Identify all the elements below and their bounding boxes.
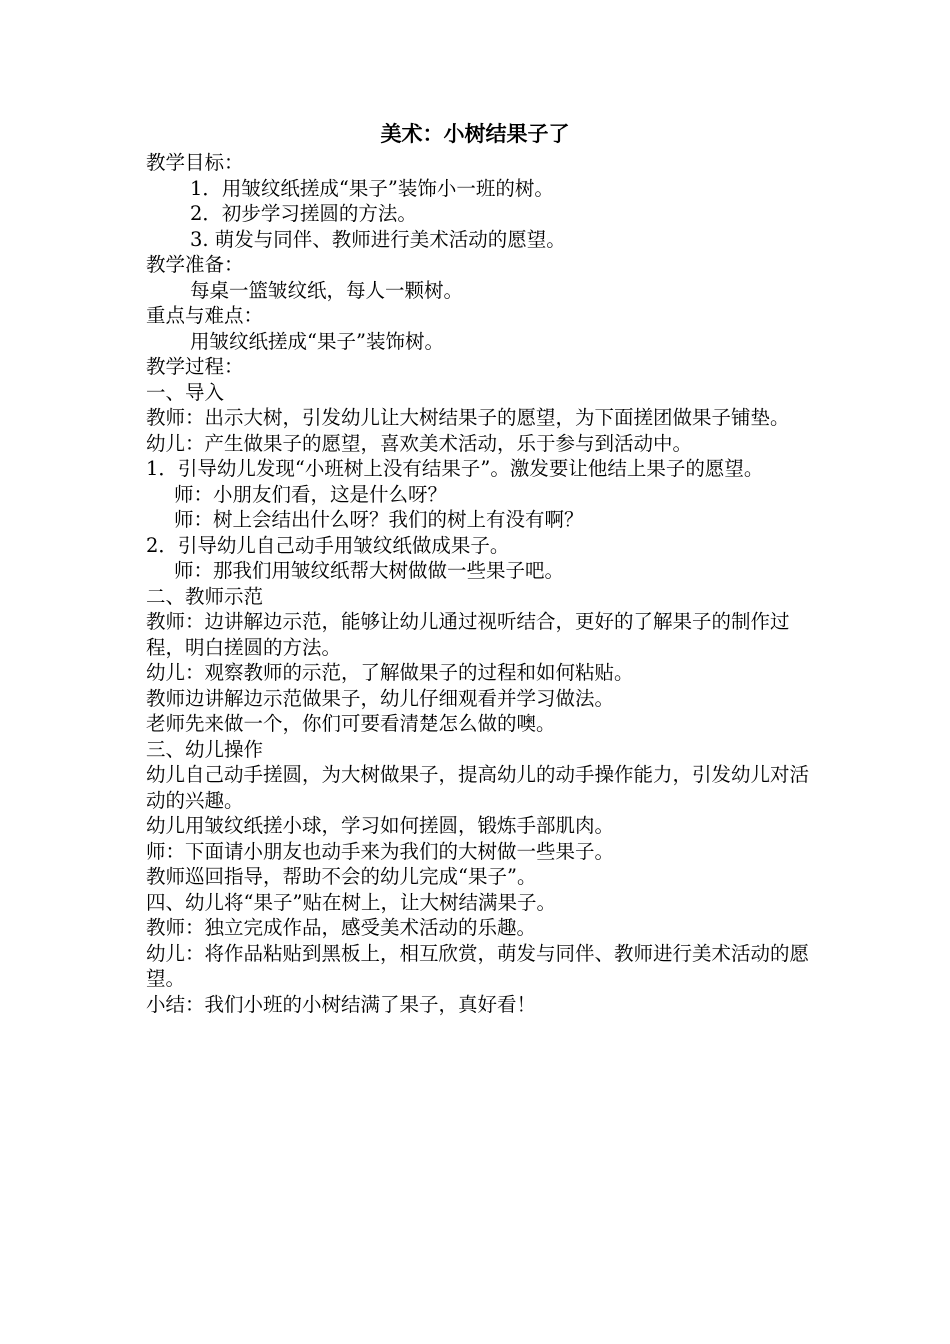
goal-item: 2．初步学习搓圆的方法。 [190,202,417,225]
paragraph: 师：下面请小朋友也动手来为我们的大树做一些果子。 [146,839,615,863]
paragraph: 教师：独立完成作品，感受美术活动的乐趣。 [146,916,537,939]
step-heading: 四、幼儿将“果子”贴在树上，让大树结满果子。 [146,890,556,914]
step-heading: 三、幼儿操作 [146,737,264,761]
paragraph: 幼儿：将作品粘贴到黑板上，相互欣赏，萌发与同伴、教师进行美术活动的愿望。 [146,941,810,990]
goal-item: 1．用皱纹纸搓成“果子”装饰小一班的树。 [190,176,554,200]
paragraph: 2．引导幼儿自己动手用皱纹纸做成果子。 [146,533,510,557]
paragraph: 幼儿：产生做果子的愿望，喜欢美术活动，乐于参与到活动中。 [146,431,693,455]
preparation-text: 每桌一篮皱纹纸，每人一颗树。 [190,278,464,302]
paragraph: 幼儿用皱纹纸搓小球，学习如何搓圆，锻炼手部肌肉。 [146,814,615,837]
dialogue-line: 师：树上会结出什么呀？我们的树上有没有啊？ [174,508,584,531]
step-heading: 一、导入 [146,380,225,404]
document-title: 美术：小树结果子了 [380,121,570,146]
step-heading: 二、教师示范 [146,584,264,608]
section-heading-preparation: 教学准备： [146,253,244,276]
paragraph: 教师边讲解边示范做果子，幼儿仔细观看并学习做法。 [146,686,615,710]
key-points-text: 用皱纹纸搓成“果子”装饰树。 [190,329,444,353]
paragraph: 1．引导幼儿发现“小班树上没有结果子”。激发要让他结上果子的愿望。 [146,457,764,480]
document-body [146,150,816,1017]
summary-text: 小结：我们小班的小树结满了果子，真好看！ [146,992,537,1016]
dialogue-line: 师：小朋友们看，这是什么呀？ [174,482,448,506]
paragraph: 教师：出示大树，引发幼儿让大树结果子的愿望，为下面搓团做果子铺垫。 [146,406,790,429]
section-heading-goals: 教学目标： [146,151,244,174]
paragraph: 教师：边讲解边示范，能够让幼儿通过视听结合，更好的了解果子的制作过程，明白搓圆的方法。 [146,610,790,659]
paragraph: 老师先来做一个，你们可要看清楚怎么做的噢。 [146,712,556,735]
paragraph: 幼儿自己动手搓圆，为大树做果子，提高幼儿的动手操作能力，引发幼儿对活动的兴趣。 [146,763,810,812]
section-heading-process: 教学过程： [146,355,244,378]
goal-item: 3. 萌发与同伴、教师进行美术活动的愿望。 [190,227,566,251]
paragraph: 幼儿：观察教师的示范，了解做果子的过程和如何粘贴。 [146,661,634,684]
paragraph: 教师巡回指导，帮助不会的幼儿完成“果子”。 [146,865,537,888]
section-heading-key-points: 重点与难点： [146,304,264,327]
dialogue-line: 师：那我们用皱纹纸帮大树做做一些果子吧。 [174,559,565,582]
